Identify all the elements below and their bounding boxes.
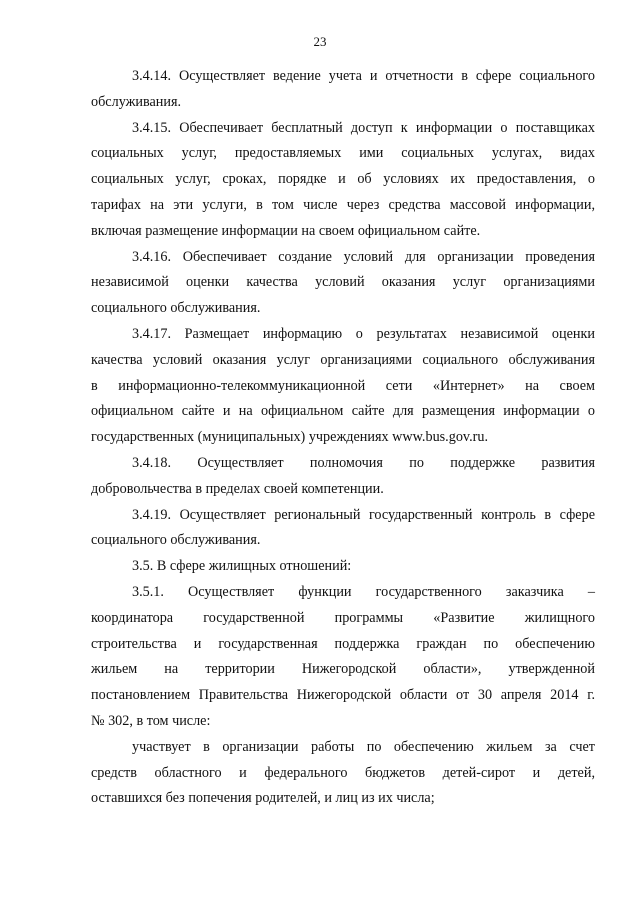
page-number: 23 xyxy=(313,34,327,49)
text-line: 3.4.18. Осуществляет полномочия по поддержке развития xyxy=(132,454,595,471)
text-line: 3.4.16. Обеспечивает создание условий для организации проведения xyxy=(132,248,595,265)
text-line: 3.4.14. Осуществляет ведение учета и отчетности в сфере социального xyxy=(132,68,595,84)
text-line: 3.4.17. Размещает информацию о результатах независимой оценки xyxy=(132,325,595,342)
text-line: обслуживания. xyxy=(91,93,182,110)
text-line: 3.4.15. Обеспечивает бесплатный доступ к информации о поставщиках xyxy=(132,119,595,136)
text-line: официальном сайте и на официальном сайте для размещения информации о xyxy=(91,403,595,420)
text-line: участвует в организации работы по обеспечению жильем за счет xyxy=(132,738,595,755)
paragraph-3-5-1-a xyxy=(91,735,595,812)
text-line: строительства и государственная поддержка граждан по обеспечению xyxy=(91,635,595,652)
text-line: добровольчества в пределах своей компетенции. xyxy=(91,480,384,497)
text-line: оставшихся без попечения родителей, и лиц из их числа; xyxy=(91,790,435,807)
paragraph-3-4-18 xyxy=(91,451,595,503)
paragraph-3-5-1 xyxy=(91,580,595,735)
text-line: государственных (муниципальных) учреждениях www.bus.gov.ru. xyxy=(91,429,488,446)
paragraph-3-4-15 xyxy=(91,116,595,245)
paragraph-3-4-16 xyxy=(91,245,595,322)
text-line: качества условий оказания услуг организациями социального обслуживания xyxy=(91,351,595,368)
document-body xyxy=(91,64,595,812)
text-line: тарифах на эти услуги, в том числе через средства массовой информации, xyxy=(91,196,595,213)
text-line: социального обслуживания. xyxy=(91,300,261,317)
text-line: включая размещение информации на своем официальном сайте. xyxy=(91,222,481,239)
paragraph-3-4-14 xyxy=(91,64,595,116)
text-line: 3.4.19. Осуществляет региональный государственный контроль в сфере xyxy=(132,506,595,523)
text-line: жильем на территории Нижегородской области», утвержденной xyxy=(91,661,595,678)
text-line: № 302, в том числе: xyxy=(91,712,211,729)
paragraph-3-4-19 xyxy=(91,503,595,555)
text-line: постановлением Правительства Нижегородской области от 30 апреля 2014 г. xyxy=(91,687,595,704)
text-line: социальных услуг, предоставляемых ими социальных услугах, видах xyxy=(91,145,595,162)
text-line: 3.5. В сфере жилищных отношений: xyxy=(132,558,352,575)
paragraph-3-5 xyxy=(91,554,595,580)
text-line: средств областного и федерального бюджетов детей-сирот и детей, xyxy=(91,764,595,781)
paragraph-3-4-17 xyxy=(91,322,595,451)
text-line: 3.5.1. Осуществляет функции государственного заказчика – xyxy=(132,583,595,600)
text-line: координатора государственной программы «Развитие жилищного xyxy=(91,609,595,626)
text-line: независимой оценки качества условий оказания услуг организациями xyxy=(91,274,595,291)
text-line: в информационно-телекоммуникационной сети «Интернет» на своем xyxy=(91,377,595,394)
text-line: социального обслуживания. xyxy=(91,532,261,549)
text-line: социальных услуг, сроках, порядке и об условиях их предоставления, о xyxy=(91,171,595,188)
